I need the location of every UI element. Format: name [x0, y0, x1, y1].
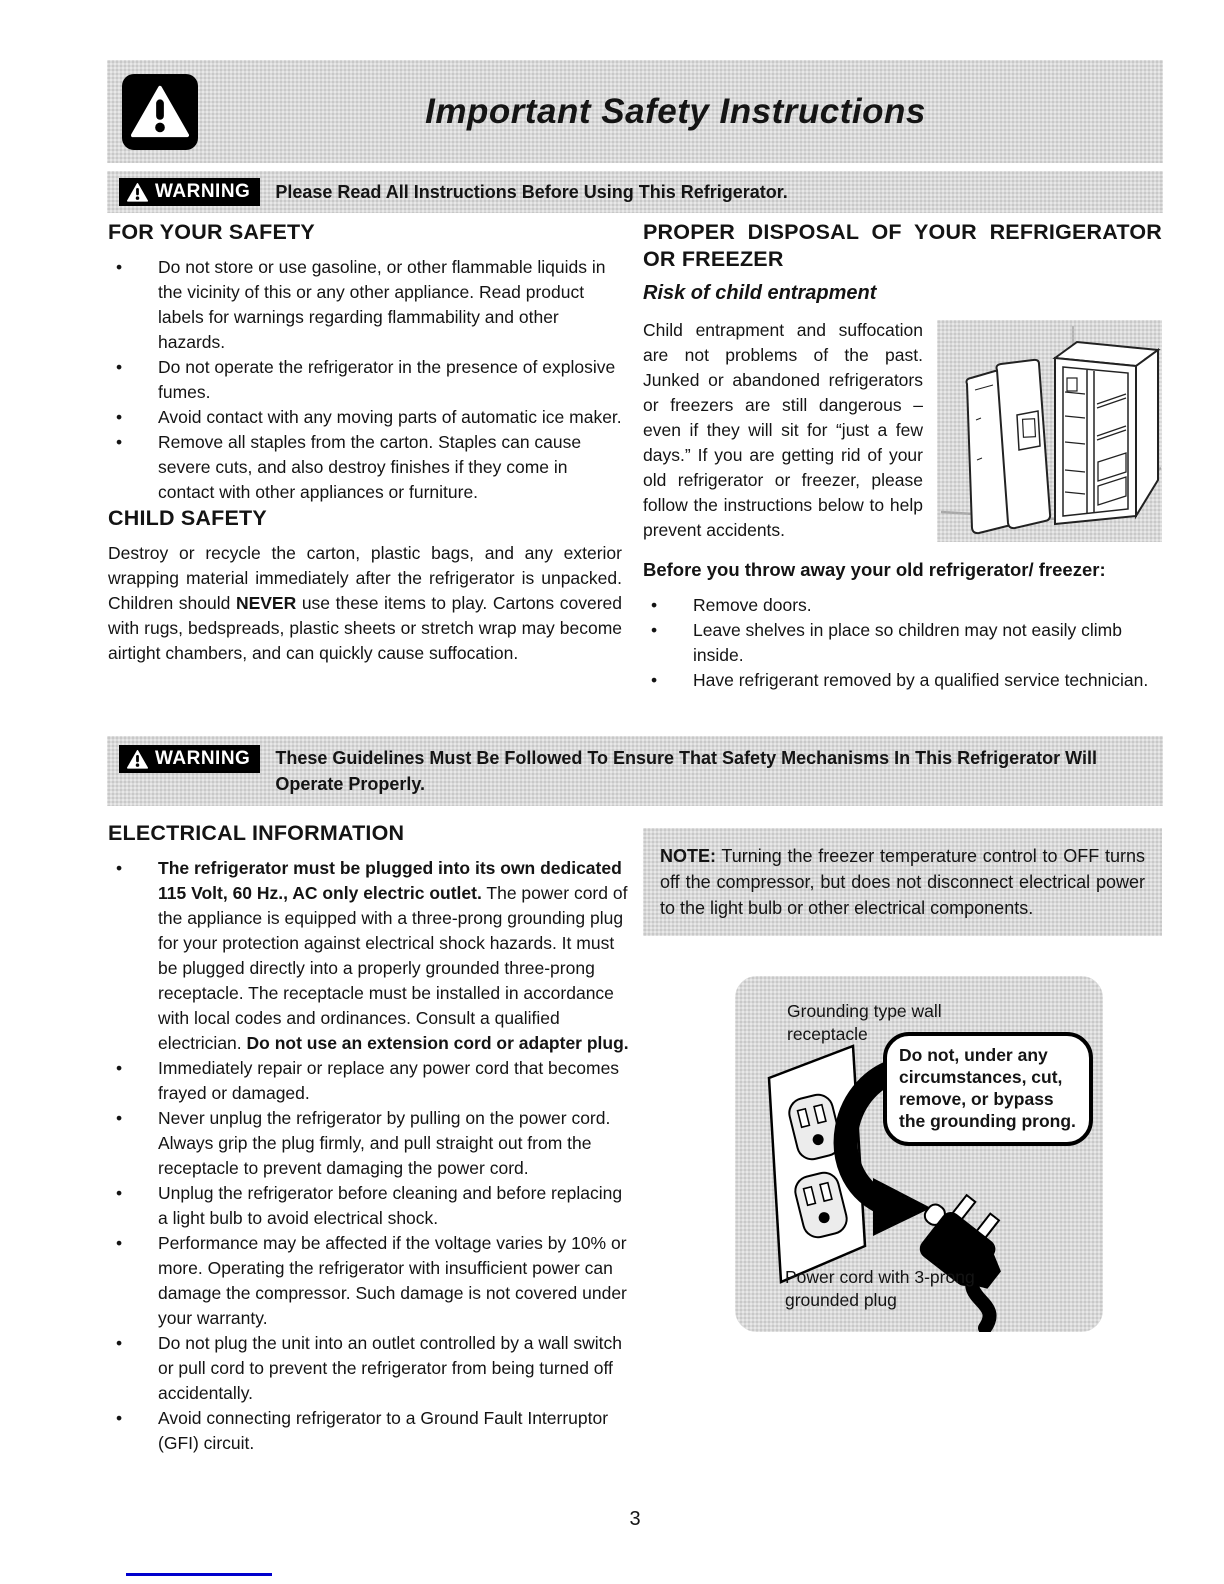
bullet-text: Never unplug the refrigerator by pulling on the power cord. Always grip the plug firmly, and pull straight out from the receptacle to prevent damaging the power cord.	[158, 1107, 611, 1178]
bullet-text: Have refrigerant removed by a qualified service technician.	[693, 669, 1149, 690]
list-item	[108, 1406, 636, 1456]
bullet-text: Immediately repair or replace any power cord that becomes frayed or damaged.	[158, 1057, 620, 1103]
subsection-heading: Risk of child entrapment	[643, 281, 877, 304]
bullet-marker: •	[116, 431, 123, 452]
bullet-text: Avoid connecting refrigerator to a Ground Fault Interruptor (GFI) circuit.	[158, 1407, 609, 1453]
warning-triangle-icon	[122, 74, 198, 150]
before-throw-away-heading: Before you throw away your old refrigerator/ freezer:	[643, 558, 1106, 580]
section-heading: PROPER DISPOSAL OF YOUR REFRIGERATOR OR FREEZER	[643, 220, 1162, 271]
bullet-marker: •	[651, 619, 658, 640]
bullet-text: Unplug the refrigerator before cleaning and before replacing a light bulb to avoid electrical shock.	[158, 1182, 623, 1228]
list-item	[108, 1181, 636, 1231]
list-item	[108, 405, 622, 430]
warning-bar-text: Please Read All Instructions Before Using This Refrigerator.	[275, 181, 788, 202]
figure-label-power-cord: Power cord with 3-prong grounded plug	[785, 1267, 975, 1310]
warning-badge	[119, 745, 260, 773]
section-grounding	[643, 828, 1162, 1332]
section-heading: ELECTRICAL INFORMATION	[108, 821, 405, 845]
bullet-marker: •	[116, 1182, 123, 1203]
list-item	[108, 1331, 636, 1406]
figure-label-receptacle: Grounding type wall receptacle	[787, 1001, 942, 1044]
warning-bar-top	[107, 171, 1163, 213]
warning-badge	[119, 178, 260, 206]
section-for-your-safety	[108, 219, 622, 666]
bullet-marker: •	[116, 256, 123, 277]
page-title: Important Safety Instructions	[425, 91, 926, 131]
list-item	[643, 618, 1162, 668]
section-heading: FOR YOUR SAFETY	[108, 220, 315, 244]
speech-bubble: Do not, under any circumstances, cut, remove, or bypass the grounding prong.	[883, 1032, 1093, 1146]
list-item	[108, 1106, 636, 1181]
disposal-paragraph: Child entrapment and suffocation are not problems of the past. Junked or abandoned refrigerators or freezers are still dangerous – even if they will sit for “just a few days.” If you are getting rid of your old refrigerator or freezer, please follow the instructions below to help prevent accidents.	[643, 319, 923, 540]
bullet-marker: •	[651, 669, 658, 690]
warning-triangle-icon	[127, 183, 148, 202]
list-item	[108, 355, 622, 405]
paragraph-text: Destroy or recycle the carton, plastic bags, and any exterior wrapping material immediately after the refrigerator is unpacked. Children should	[108, 542, 622, 613]
bullet-marker: •	[116, 1232, 123, 1253]
note-box	[643, 828, 1162, 936]
bullet-marker: •	[116, 356, 123, 377]
warning-badge-label: WARNING	[155, 748, 251, 769]
bullet-bold-text: Do not use an extension cord or adapter plug.	[246, 1032, 629, 1053]
paragraph-text: use these items to play. Cartons covered with rugs, bedspreads, plastic sheets or stretch wrap may become airtight chambers, and can quickly cause suffocation.	[108, 592, 623, 663]
bullet-marker: •	[116, 1407, 123, 1428]
bullet-plain-text: The power cord of the appliance is equipped with a three-prong grounding plug for your protection against electrical shock hazards. It must be plugged directly into a properly grounded three-prong receptacle. The receptacle must be installed in accordance with local codes and ordinances. Consult a qualified electrician.	[158, 882, 628, 1053]
bullet-text: Do not operate the refrigerator in the presence of explosive fumes.	[158, 356, 616, 402]
warning-bar-text: These Guidelines Must Be Followed To Ensure That Safety Mechanisms In This Refrigerator Will Operate Properly.	[275, 748, 1097, 795]
bullet-bold-text: The refrigerator must be plugged into its own dedicated 115 Volt, 60 Hz., AC only electric outlet.	[158, 857, 622, 903]
paragraph-bold-text: NEVER	[235, 592, 297, 613]
list-item	[108, 255, 622, 355]
receptacle-plug-illustration	[735, 976, 1103, 1332]
bullet-text: Remove doors.	[693, 594, 812, 615]
bullet-marker: •	[116, 857, 123, 878]
disposal-body	[643, 318, 1162, 543]
list-item	[643, 593, 1162, 618]
bullet-text: Avoid contact with any moving parts of automatic ice maker.	[158, 406, 622, 427]
bullet-text: Leave shelves in place so children may not easily climb inside.	[693, 619, 1122, 665]
bullet-text: Do not store or use gasoline, or other flammable liquids in the vicinity of this or any other appliance. Read product labels for warnings regarding flammability and other hazards.	[158, 256, 606, 352]
note-label: NOTE:	[660, 846, 716, 866]
list-item	[108, 1231, 636, 1331]
bullet-text: Do not plug the unit into an outlet controlled by a wall switch or pull cord to prevent the refrigerator from being turned off accidentally.	[158, 1332, 623, 1403]
bullet-text	[158, 856, 636, 1056]
bullet-marker: •	[651, 594, 658, 615]
section-heading: CHILD SAFETY	[108, 505, 267, 530]
refrigerator-illustration	[937, 320, 1162, 542]
header-banner	[107, 60, 1163, 163]
warning-bar-middle	[107, 736, 1163, 806]
bullet-text: Remove all staples from the carton. Staples can cause severe cuts, and also destroy finishes if they come in contact with other appliances or furniture.	[158, 431, 582, 502]
bullet-marker: •	[116, 406, 123, 427]
bullet-marker: •	[116, 1057, 123, 1078]
warning-badge-label: WARNING	[155, 181, 251, 202]
section-electrical-information	[108, 820, 636, 1456]
list-item	[108, 856, 636, 1056]
note-text: Turning the freezer temperature control to OFF turns off the compressor, but does not disconnect electrical power to the light bulb or other electrical components.	[660, 846, 1145, 918]
list-item	[108, 1056, 636, 1106]
list-item	[108, 430, 622, 505]
section-proper-disposal	[643, 219, 1162, 693]
warning-triangle-icon	[127, 750, 148, 769]
list-item	[643, 668, 1162, 693]
child-safety-paragraph	[108, 541, 622, 666]
page-number: 3	[629, 1508, 641, 1530]
bullet-text: Performance may be affected if the voltage varies by 10% or more. Operating the refrigerator with insufficient power can damage the compressor. Such damage is not covered under your warranty.	[158, 1232, 627, 1328]
footer-line	[126, 1573, 272, 1576]
bullet-marker: •	[116, 1332, 123, 1353]
bullet-marker: •	[116, 1107, 123, 1128]
